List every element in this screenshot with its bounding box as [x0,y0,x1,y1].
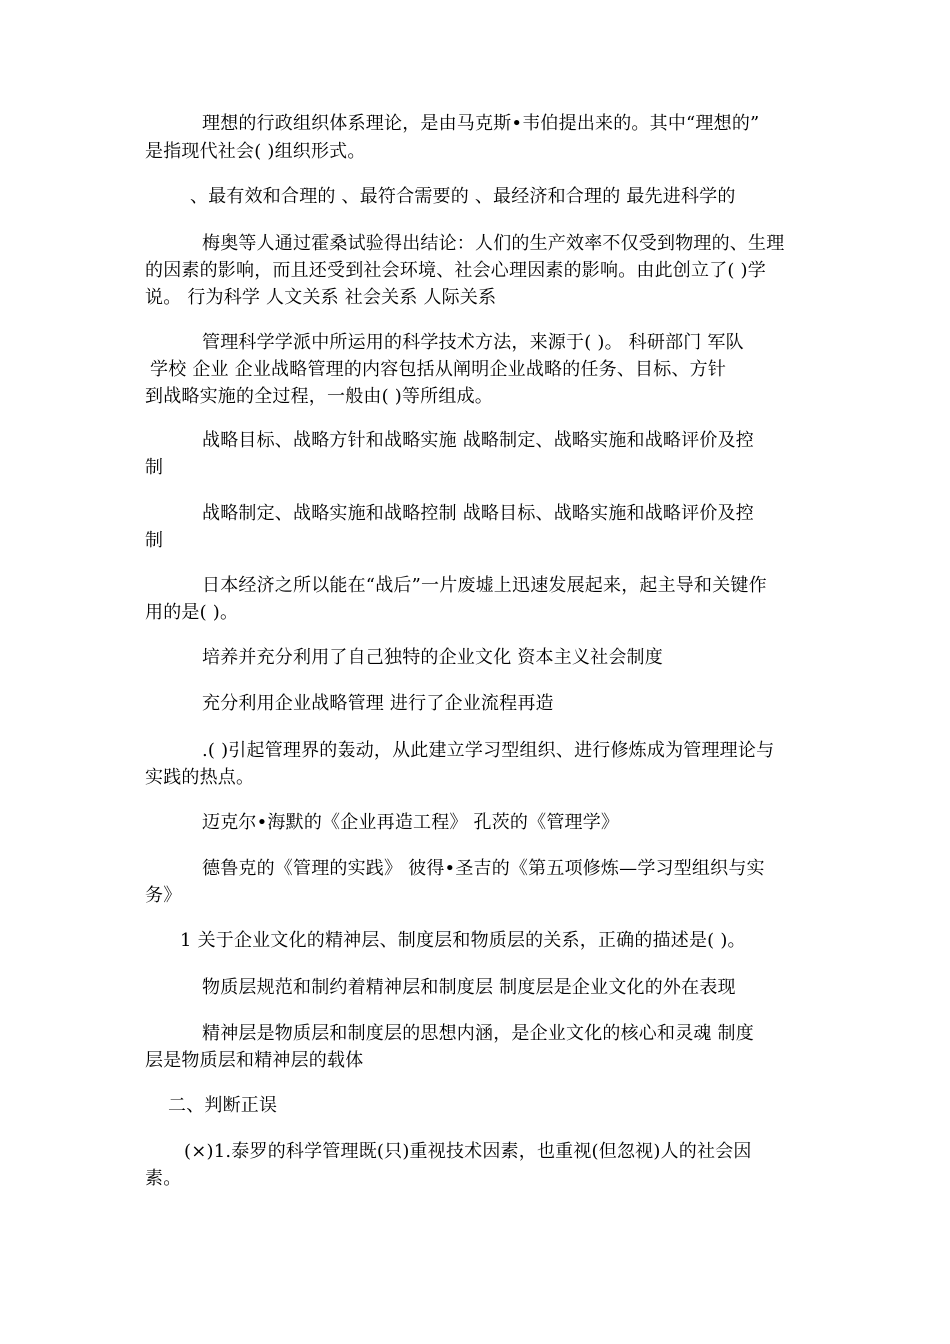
text-line: 到战略实施的全过程，一般由( )等所组成。 [145,386,493,407]
text-line: 日本经济之所以能在“战后”一片废墟上迅速发展起来，起主导和关键作 [202,575,767,596]
text-line: 培养并充分利用了自己独特的企业文化 资本主义社会制度 [202,647,663,668]
text-line: 务》 [145,885,182,906]
text-line: 的因素的影响，而且还受到社会环境、社会心理因素的影响。由此创立了( )学 [145,260,766,281]
text-line: 战略制定、战略实施和战略控制 战略目标、战略实施和战略评价及控 [202,503,754,524]
text-line: .( )引起管理界的轰动，从此建立学习型组织、进行修炼成为管理理论与 [202,740,775,761]
text-line: 层是物质层和精神层的载体 [145,1050,364,1071]
text-line: 实践的热点。 [145,767,255,788]
text-line: 精神层是物质层和制度层的思想内涵，是企业文化的核心和灵魂 制度 [202,1023,754,1044]
text-line: 物质层规范和制约着精神层和制度层 制度层是企业文化的外在表现 [202,977,736,998]
text-line: 制 [145,530,164,551]
text-line: 学校 企业 企业战略管理的内容包括从阐明企业战略的任务、目标、方针 [150,359,727,380]
text-line: 用的是( )。 [145,602,239,623]
text-line: 是指现代社会( )组织形式。 [145,141,366,162]
text-line: 充分利用企业战略管理 进行了企业流程再造 [202,693,554,714]
text-line: 迈克尔•海默的《企业再造工程》 孔茨的《管理学》 [202,812,620,833]
text-line: 素。 [145,1168,182,1189]
section-heading: 二、判断正误 [168,1095,278,1116]
text-line: 德鲁克的《管理的实践》 彼得•圣吉的《第五项修炼—学习型组织与实 [202,858,765,879]
text-line: 理想的行政组织体系理论，是由马克斯•韦伯提出来的。其中“理想的” [202,113,760,134]
text-line: 制 [145,457,164,478]
text-line: 管理科学学派中所运用的科学技术方法，来源于( )。 科研部门 军队 [202,332,744,353]
text-line: 、最有效和合理的 、最符合需要的 、最经济和合理的 最先进科学的 [190,186,736,207]
text-line: (×)1.泰罗的科学管理既(只)重视技术因素，也重视(但忽视)人的社会因 [184,1141,752,1162]
text-line: 梅奥等人通过霍桑试验得出结论：人们的生产效率不仅受到物理的、生理 [202,233,785,254]
text-line: 1 关于企业文化的精神层、制度层和物质层的关系，正确的描述是( )。 [180,930,746,951]
text-line: 说。 行为科学 人文关系 社会关系 人际关系 [145,287,497,308]
text-line: 战略目标、战略方针和战略实施 战略制定、战略实施和战略评价及控 [202,430,754,451]
